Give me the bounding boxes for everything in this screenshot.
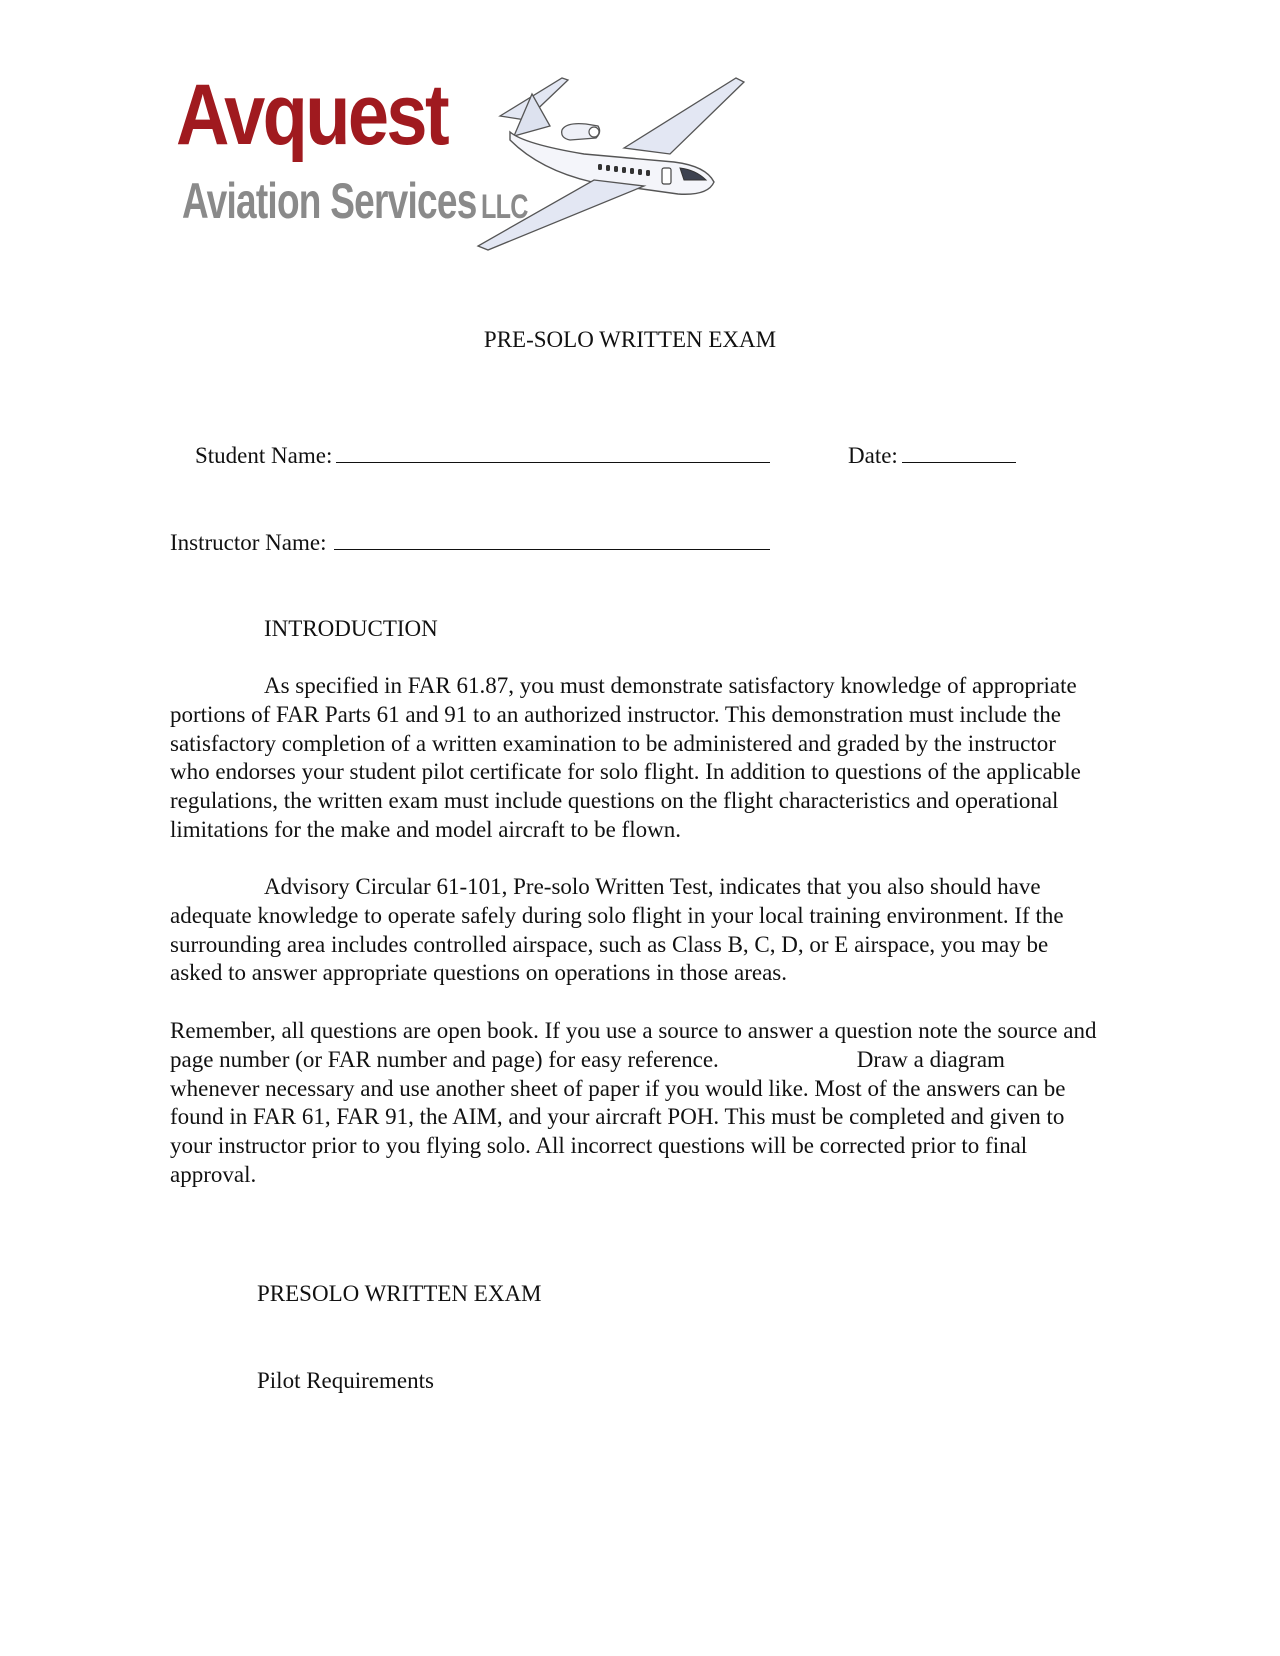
jet-airplane-icon	[474, 74, 774, 264]
date-blank[interactable]	[902, 440, 1016, 463]
introduction-heading: INTRODUCTION	[264, 616, 438, 641]
instructor-name-blank[interactable]	[334, 527, 770, 550]
pilot-requirements-heading: Pilot Requirements	[257, 1368, 434, 1393]
intro-paragraph-1	[170, 672, 1100, 845]
date-label: Date:	[848, 443, 898, 468]
student-name-blank[interactable]	[336, 440, 770, 463]
intro-paragraph-3a-text: Remember, all questions are open book. If you use a source to answer a question note the source and page number (or FAR number and page) for easy reference.	[170, 1018, 1097, 1072]
date-row	[848, 440, 1016, 470]
logo-llc-text: LLC	[480, 188, 528, 226]
exam-title: PRE-SOLO WRITTEN EXAM	[483, 327, 777, 352]
intro-paragraph-3	[170, 1017, 1100, 1190]
logo-tagline-text: Aviation Services	[182, 173, 477, 229]
intro-paragraph-3b-text: Draw a diagram whenever necessary and use another sheet of paper if you would like. Most of the answers can be found in FAR 61, FAR 91, the AIM, and your aircraft POH. This must be completed and given to your instructor prior to you flying solo. All incorrect questions will be corrected prior to final approval.	[170, 1046, 1066, 1187]
instructor-name-row	[170, 527, 770, 557]
student-name-row	[195, 440, 770, 470]
student-name-label: Student Name:	[195, 443, 333, 468]
intro-paragraph-1-text: As specified in FAR 61.87, you must demonstrate satisfactory knowledge of appropriate portions of FAR Parts 61 and 91 to an authorized instructor. This demonstration must include the satisfactory completion of a written examination to be administered and graded by the instructor who endorses your student pilot certificate for solo flight. In addition to questions of the applicable regulations, the written exam must include questions on the flight characteristics and operational limitations for the make and model aircraft to be flown.	[170, 673, 1081, 842]
intro-paragraph-2	[170, 873, 1100, 988]
instructor-name-label: Instructor Name:	[170, 530, 327, 555]
logo-brand-text: Avquest	[176, 67, 447, 163]
presolo-exam-heading: PRESOLO WRITTEN EXAM	[257, 1281, 542, 1306]
intro-paragraph-2-text: Advisory Circular 61-101, Pre-solo Written Test, indicates that you also should have adequate knowledge to operate safely during solo flight in your local training environment. If the surrounding area includes controlled airspace, such as Class B, C, D, or E airspace, you may be asked to answer appropriate questions on operations in those areas.	[170, 874, 1064, 986]
